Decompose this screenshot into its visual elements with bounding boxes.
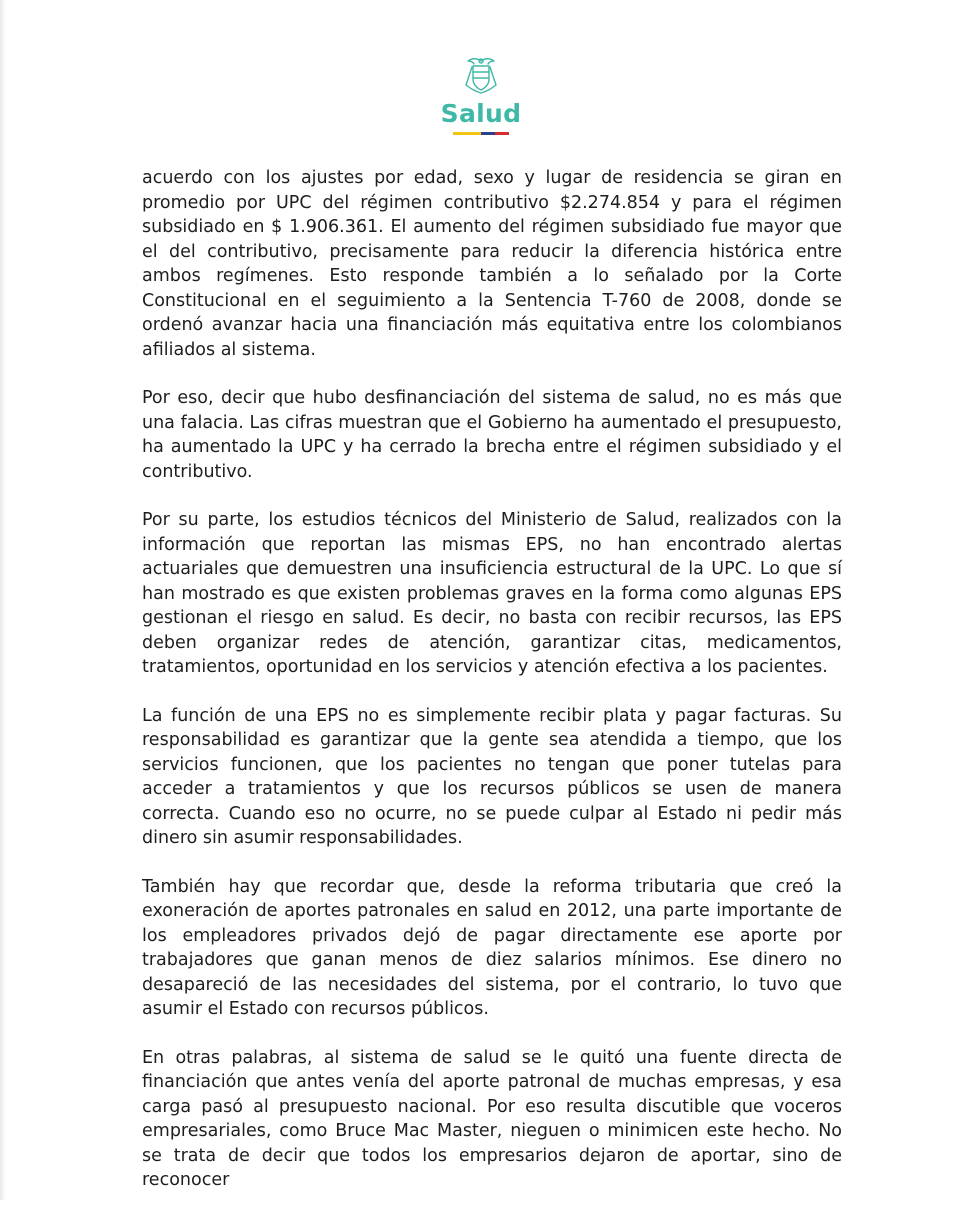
document-body <box>142 166 842 1217</box>
paragraph-1: acuerdo con los ajustes por edad, sexo y lugar de residencia se giran en promedio por UPC del régimen contributivo $2.274.854 y para el régimen subsidiado en $ 1.906.361. El aumento del régimen subsidiado fue mayor que el del contributivo, precisamente para reducir la diferencia histórica entre ambos regímenes. Esto responde también a lo señalado por la Corte Constitucional en el seguimiento a la Sentencia T-760 de 2008, donde se ordenó avanzar hacia una financiación más equitativa entre los colombianos afiliados al sistema. <box>142 168 842 360</box>
paragraph-2: Por eso, decir que hubo desfinanciación del sistema de salud, no es más que una falacia. Las cifras muestran que el Gobierno ha aumentado el presupuesto, ha aumentado la UPC y ha cerrado la brecha entre el régimen subsidiado y el contributivo. <box>142 388 842 482</box>
coat-of-arms-seal-icon <box>462 55 500 97</box>
brand-name: Salud <box>440 99 522 128</box>
letterhead <box>0 55 962 135</box>
paragraph-5: También hay que recordar que, desde la reforma tributaria que creó la exoneración de aportes patronales en salud en 2012, una parte importante de los empleadores privados dejó de pagar directamente ese aporte por trabajadores que ganan menos de diez salarios mínimos. Ese dinero no desapareció de las necesidades del sistema, por el contrario, lo tuvo que asumir el Estado con recursos públicos. <box>142 876 842 1019</box>
paragraph-4: La función de una EPS no es simplemente recibir plata y pagar facturas. Su responsabilidad es garantizar que la gente sea atendida a tiempo, que los servicios funcionen, que los pacientes no tengan que poner tutelas para acceder a tratamientos y que los recursos públicos se usen de manera correcta. Cuando eso no ocurre, no se puede culpar al Estado ni pedir más dinero sin asumir responsabilidades. <box>142 705 842 848</box>
paragraph-3: Por su parte, los estudios técnicos del Ministerio de Salud, realizados con la información que reportan las mismas EPS, no han encontrado alertas actuariales que demuestren una insuficiencia estructural de la UPC. Lo que sí han mostrado es que existen problemas graves en la forma como algunas EPS gestionan el riesgo en salud. Es decir, no basta con recibir recursos, las EPS deben organizar redes de atención, garantizar citas, medicamentos, tratamientos, oportunidad en los servicios y atención efectiva a los pacientes. <box>142 510 842 677</box>
flag-stripe-red <box>495 132 509 135</box>
paragraph-6: En otras palabras, al sistema de salud se le quitó una fuente directa de financiación que antes venía del aporte patronal de muchas empresas, y esa carga pasó al presupuesto nacional. Por eso resulta discutible que voceros empresariales, como Bruce Mac Master, nieguen o minimicen este hecho. No se trata de decir que todos los empresarios dejaron de aportar, sino de reconocer <box>142 1047 842 1190</box>
flag-stripe-blue <box>481 132 495 135</box>
flag-color-bar <box>453 132 509 135</box>
page-edge-shadow <box>0 0 6 1200</box>
flag-stripe-yellow <box>453 132 481 135</box>
